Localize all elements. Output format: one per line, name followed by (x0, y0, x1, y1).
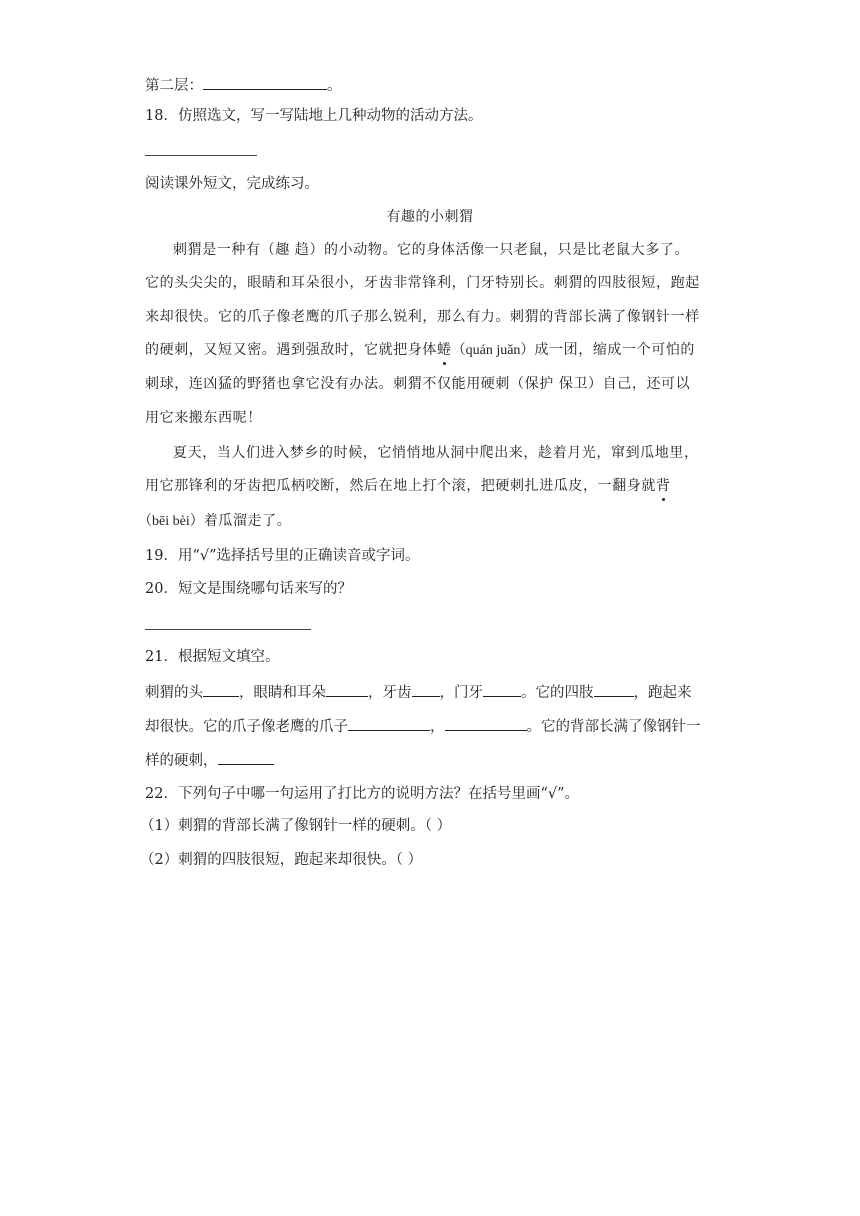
q22-option-1[interactable]: （1）刺猬的背部长满了像钢针一样的硬刺。（ ） (140, 818, 452, 834)
q21-blank-spines[interactable] (218, 750, 274, 765)
q21-line1 (145, 682, 692, 703)
q21-text: ，牙齿 (368, 685, 412, 701)
article-p2-line2-a: 用它那锋利的牙齿把瓜柄咬断，然后在地上打个滚，把硬刺扎进瓜皮，一翻身就 (145, 478, 656, 494)
article-p2-line3-b: 着瓜溜走了。 (203, 513, 292, 529)
pinyin-quanjuan: （quán juǎn） (451, 343, 535, 358)
article-title: 有趣的小刺猬 (386, 209, 474, 225)
layer2-blank[interactable] (203, 75, 327, 90)
q21-blank-claws2[interactable] (445, 716, 527, 731)
q21-blank-head[interactable] (203, 682, 239, 697)
article-p1-line2: 它的头尖尖的，眼睛和耳朵很小，牙齿非常锋利，门牙特别长。刺猬的四肢很短，跑起 (145, 275, 700, 291)
q21-text: 刺猬的头 (145, 685, 203, 701)
article-p1-line4 (145, 340, 695, 361)
reading-intro: 阅读课外短文，完成练习。 (145, 176, 319, 192)
q21-line3 (145, 750, 274, 771)
article-p1-line4-b: 成一团，缩成一个可怕的 (534, 342, 696, 358)
question-20: 20．短文是围绕哪句话来写的？ (145, 581, 352, 597)
q21-text: 样的硬刺， (145, 753, 218, 769)
q21-text: 却很快。它的爪子像老鹰的爪子 (145, 719, 348, 735)
article-p1-line6: 用它来搬东西呢！ (145, 410, 262, 426)
q21-blank-teeth[interactable] (412, 682, 440, 697)
q21-blank-incisors[interactable] (483, 682, 521, 697)
q21-line2 (145, 716, 701, 737)
q21-text: ，眼睛和耳朵 (239, 685, 326, 701)
layer2-end: 。 (327, 78, 342, 94)
question-19: 19．用“√”选择括号里的正确读音或字词。 (145, 548, 420, 564)
q21-text: 。它的背部长满了像钢针一 (526, 719, 701, 735)
article-p1-line1: 刺猬是一种有（趣 趋）的小动物。它的身体活像一只老鼠，只是比老鼠大多了。 (173, 242, 690, 258)
q21-text: 。它的四肢 (521, 685, 594, 701)
q18-answer-line[interactable] (145, 155, 257, 156)
dotted-char-bei: 背 (656, 478, 671, 494)
layer2-label: 第二层： (145, 78, 203, 94)
article-p1-line4-a: 的硬刺，又短又密。遇到强敌时，它就把身体 (145, 342, 437, 358)
pinyin-beibei: （bēi bèi） (138, 514, 204, 529)
dotted-char-quan: 蜷 (437, 342, 452, 358)
q21-blank-limbs[interactable] (594, 682, 634, 697)
q21-text: ， (430, 719, 445, 735)
article-p1-line3: 来却很快。它的爪子像老鹰的爪子那么锐利，那么有力。刺猬的背部长满了像钢针一样 (145, 309, 700, 325)
question-18: 18．仿照选文，写一写陆地上几种动物的活动方法。 (145, 108, 483, 124)
article-p2-line3 (138, 511, 291, 532)
q20-answer-line[interactable] (145, 629, 311, 630)
q21-blank-eyes[interactable] (326, 682, 368, 697)
layer2-line (145, 75, 342, 96)
article-p2-line1: 夏天，当人们进入梦乡的时候，它悄悄地从洞中爬出来，趁着月光，窜到瓜地里， (173, 445, 699, 461)
article-p1-line5: 刺球，连凶猛的野猪也拿它没有办法。刺猬不仅能用硬刺（保护 保卫）自己，还可以 (145, 376, 691, 392)
q21-blank-claws1[interactable] (348, 716, 430, 731)
question-22-title: 22．下列句子中哪一句运用了打比方的说明方法？在括号里画“√”。 (145, 786, 580, 802)
q21-text: ，门牙 (439, 685, 483, 701)
question-21-title: 21．根据短文填空。 (145, 649, 280, 665)
q22-option-2[interactable]: （2）刺猬的四肢很短，跑起来却很快。（ ） (140, 852, 423, 868)
article-p2-line2 (145, 476, 671, 496)
q21-text: ，跑起来 (633, 685, 692, 701)
